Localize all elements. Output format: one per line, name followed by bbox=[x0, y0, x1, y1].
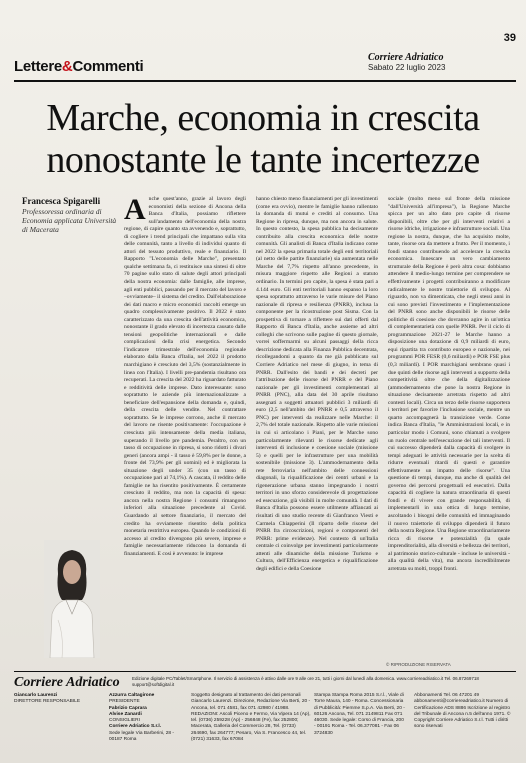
author-role: Professoressa ordinaria di Economia applicata Università di Macerata bbox=[22, 207, 117, 234]
article-column-3: sociale (molto meno sul fronte della missione "dall'Università all'impresa"), la Regione Marche spicca per un alto dato pro capite di risorse disponibili, oltre che per gli interventi relativi a risorse idriche, irrigazione e infrastrutture sociali. Una regione la nostra, dunque, che ha acquisito molte, tante, risorse ora da mettere a frutto. Per il momento, i fondi stanno contribuendo ad accelerare la crescita economica. Innescare un vero cambiamento strutturale della Regione è però altra cosa: dobbiamo attendere il medio-lungo termine per comprendere se effettivamente i progetti contribuiranno a modificare radicalmente le nostre traiettorie di sviluppo. Al riguardo, non va dimenticata, che negli stessi anni in cui sono previsti l'investimento e l'implementazione del PNRR sono anche disponibili le risorse delle politiche di coesione che dovranno agire in un'ottica di complementarietà con quelle PNRR. Per il ciclo di programmazione 2021-27 le Marche hanno a disposizione una dotazione di 0,9 miliardi di euro, equi ripartita tra contributo europeo e nazionale, nei programmi POR FESR (0,6 miliardi) e POR FSE plus (0,3 miliardi). I POR marchigiani sembrano quasi i due quinti delle risorse agli interventi a supporto della competitività oltre che della digitalizzazione (ammodernamento che pone la nostra Regione in situazione decisamente arretrata rispetto ad altri contesti locali). Circa un terzo delle risorse supportera i territori per favorire l'inclusione sociale, mentre un quarto accompagnerà la transizione verde. Come indica Banca d'Italia, "le Amministrazioni locali, e in particolar modo i Comuni, sono chiamati a svolgere un ruolo centrale nell'esecuzione dei tali interventi. Il cui successo dipenderà dalla capacità di svolgere in tempi adeguati le attività necessarie per la scelta di ridurre eventuali ritardi di questi e garantire effettivamente un impatto delle risorse". Una questione di tempi, dunque, ma anche di qualità del governo dei percorsi progettuali ed esecutivi. Dalla capacità di cogliere la natura straordinaria di questi fondi e di vivere con grande responsabilità, di implementarli in una ottica di lungo termine, ascoltando i bisogni delle comunità ed immaginando il nuovo traiettorie di sviluppo dipenderà il futuro della nostra Regione. Una Regione straordinariamente ricca di risorse e potenzialità (la quale imprenditorialità, alla diversità e bellezza dei territori, al patrimonio storico-culturale - incluse le università - alla qualità della vita), ma ancora incredibilmente arretrata su molti, troppi fronti. bbox=[388, 196, 510, 572]
company-address: Sede legale Via Barberini, 28 - 00187 Roma bbox=[109, 730, 174, 743]
article-column-1-text: nche quest'anno, grazie al lavoro degli economisti della sezione di Ancona della Banca d'Italia, possiamo riflettere sull'andamento dell'economia della nostra regione, di capire quanto sta avvenendo e, soprattutto, di cogliere i trend principali che impattano sulla vita delle comunità, tanto a livello di individui quanto di attori del tessuto produttivo, reale e finanziario. Il Rapporto "L'economia delle Marche", presentato qualche settimana fa, ci restituisce una sintesi di oltre 70 pagine sullo stato di salute degli attori principali della nostra economia: dalle famiglie, alle imprese, agli enti pubblici, passando per il mercato del lavoro e –ovviamente– il sistema del credito. Dall'elaborazione dei dati macro e micro economici raccolti emerge un quadro complessivamente positivo. Il 2022 è stato caratterizzato da una crescita dell'attività economica, nonostante il grado elevato di incertezza causato dalle tensioni geopolitiche internazionali e dalle complicazioni della crisi energetica. Secondo l'indicatore trimestrale dell'economia regionale elaborato dalla Banca d'Italia, nel 2022 il prodotto marchigiano è cresciuto del 3,5% (sostanzialmente in linea con l'Italia). I livelli pre-pandemia risultano ora recuperati. La crescita del 2022 ha riguardato fatturato e redditività delle imprese. Dato interessante: sono soprattutto le aziende più internazionalizzate a beneficiare dell'espansione della domanda e, quindi, della crescita delle vendite. Nel contrattare soprattutto. Se le imprese corrono, anche il mercato del lavoro ne risente positivamente: l'occupazione è cresciuta più intensamente della media italiana, superando il livello pre pandemia. Peraltro, con un tasso di occupazione in ripresa, si sono ridotti i divari generi (ancora ampi - il tasso è 59,8% per le donne, a fronte del 73,9% per gli uomini) ed è migliorata la situazione degli under 35 (con un tasso di occupazione pari al 74,1%). A cascata, il reddito delle famiglie ne ha risentito positivamente. È certamente cresciuto il reddito, ma non la capacità di spesa: ancora nella nostra Regione i consumi rimangono inferiori alla situazione precedente al Covid. Guardando al settore finanziario, il mercato del credito ha ovviamente risentito della politica monetaria restrittiva europea. Quando le condizioni di accesso al credito divengono più severe, imprese e famiglie necessariamente riducono la domanda di finanziamenti. E così è avvenuto: le imprese bbox=[124, 196, 246, 557]
footer-subscriptions: Abbonamenti Tel. 06 47201 49 abbonamenti@corriereadriatico.it Numero di Certificazione ADS 8886 Iscrizione al registro del Tribunale di Ancona n.5 dell'anno 1971. © Copyright Corriere Adriatico S.r.l. Tutti i diritti sono riservati bbox=[414, 693, 511, 730]
director-name: Giancarlo Laurenzi bbox=[14, 693, 58, 698]
article-column-2: hanno chiesto meno finanziamenti per gli investimenti (come era ovvio), mentre le famiglie hanno rallentato la domanda di mutui e crediti al consumo. Una Regione in ripresa, dunque, ma non ancora in salute. In questo contesto, la spesa pubblica ha decisamente contribuito alla crescita economica delle nostre comunità. Gli analisti di Banca d'Italia indicano come nel 2022 la spesa primaria totale degli enti territoriali (al netto delle partite finanziarie) sia aumentata nelle Marche del 7,7% rispetto all'anno precedente, in misura maggiore rispetto alle Regioni a statuto ordinario. In termini pro capite, la spesa è stata pari a 4.144 euro. Gli enti territoriali hanno espanso la loro spesa soprattutto attraverso le varie misure del Piano nazionale di ripresa e resilienza (PNRR), inclusa la componente per la ricostruzione post Sisma. Con la prospettiva di tornare a riflettere sui dati offerti dal Rapporto di Banca d'Italia, anche assieme ad altri colleghi che scrivono sulle pagine di questo giornale, vorrei soffermarmi su alcuni passaggi della ricca descrizione dedicata alla Finanza Pubblica decentrata, ricollegandomi a quanto da me già pubblicato sul Corriere Adriatico nel mese di giugno, in tema di PNRR. Dall'esito dei bandi e dei decreti per l'attribuzione delle risorse del PNRR e del Piano nazionale per gli investimenti complementari al PNRR (PNC), alla data del 30 aprile risultano assegnati a soggetti attuatori pubblici 3 miliardi di euro (2,5 nell'ambito del PNRR e 0,5 attraverso il PNC) per interventi da realizzare nelle Marche: il 2,7% del totale nazionale. Rispetto alle varie missioni in cui si articolano i Piani, per le Marche sono particolarmente rilevanti le risorse dedicate agli interventi di inclusione e coesione sociale (missione 5) e quelli per le infrastrutture per una mobilità sostenibile (missione 3). L'ammodernamento della rete ferroviaria nell'ambito delle connessioni diagonali, la riqualificazione dei centri urbani e la rigenerazione urbana stanno impegnando i nostri territori in uno sforzo considerevole di progettazione ed esecuzione, già visibili in molte comunità. I dati di Banca d'Italia possono essere utilmente affiancati ai risultati di uno studio recente di Gianfranco Viesti e Carmela Chiapperini (Il riparto delle risorse del PNRR fra circoscrizioni, regioni e componenti del PNRR: prime evidenze). Nel contesto di un'Italia centrale ci coinvolge per investimenti particolarmente attenti alle dinamiche della missione Turismo e Cultura, dell'Efficienza energetica e riqualificazione degli edifici e della Coesione bbox=[256, 196, 378, 572]
author-name: Francesca Spigarelli bbox=[22, 196, 101, 206]
section-title bbox=[14, 58, 143, 75]
author-photo bbox=[44, 540, 100, 658]
section-title-a: Lettere bbox=[14, 58, 62, 75]
footer-logo: Corriere Adriatico bbox=[14, 675, 120, 690]
section-title-b: Commenti bbox=[72, 58, 144, 75]
copyright-notice: © RIPRODUZIONE RISERVATA bbox=[386, 662, 451, 667]
masthead-footer bbox=[14, 673, 516, 761]
board-role: CONSIGLIERI bbox=[109, 718, 140, 724]
footer-director bbox=[14, 693, 94, 706]
board-member-2: Alvise Zanardi bbox=[109, 711, 142, 717]
footer-editorial-offices: Soggetto designato al trattamento dei dati personali Giancarlo Laurenzi. Direzione, Redazione Via Berti, 20 - Ancona, tel. 071 4581, fax 071 42980 / 41988. REDAZIONI: Ascoli Piceno e Fermo, Via Vipera 14 (Ap), tel. (0736) 259228 (Ap) - 256848 (Fe), fax 252800; Macerata, Galleria del Commercio 28, Tel. (0733) 264690, fax 264777; Pesaro, Via S. Francesco 44, tel. (0721) 31633, fax 67084 bbox=[191, 693, 311, 743]
footer-printing-advertising: Stampa Stampa Roma 2015 S.r.l., Viale di Torre Maura, 140 - Roma. Concessionaria di Pubblicità: Piemme S.p.A. Via Berti, 20 - 60126 Ancona, Tel. 071 2149811 Fax 071 46030. Sede legale: Corso di Francia, 200 - 00191 Roma - Tel. 06.377081 - Fax 06 3724830 bbox=[314, 693, 405, 736]
headline bbox=[0, 97, 526, 181]
section-title-amp: & bbox=[61, 58, 73, 75]
headline-line-1: Marche, economia in crescita bbox=[46, 97, 480, 139]
issue-date: Sabato 22 luglio 2023 bbox=[368, 63, 446, 72]
board-member-1: Fabrizio Caprara bbox=[109, 705, 147, 711]
director-role: DIRETTORE RESPONSABILE bbox=[14, 699, 81, 705]
company-name: Corriere Adriatico S.r.l. bbox=[109, 724, 162, 730]
header-rule bbox=[14, 80, 516, 82]
article-column-1 bbox=[124, 196, 246, 661]
president-role: PRESIDENTE bbox=[109, 699, 140, 705]
paper-name: Corriere Adriatico bbox=[368, 52, 444, 63]
page-number: 39 bbox=[503, 32, 516, 44]
digital-edition-info: Edizione digitale PC/Tablet/Smartphone. Il servizio di assistenza è attivo dalle ore 9 alle ore 21, tutti i giorni dal lunedì alla domenica. www.corriereadriatico.it Tel. 06.87269718 support@softdigital.it bbox=[132, 676, 479, 687]
drop-cap: A bbox=[124, 196, 146, 226]
footer-board bbox=[109, 693, 179, 743]
footer-rule bbox=[14, 671, 516, 672]
president-name: Azzurra Caltagirone bbox=[109, 693, 155, 698]
headline-line-2: nonostante le tante incertezze bbox=[46, 139, 480, 181]
